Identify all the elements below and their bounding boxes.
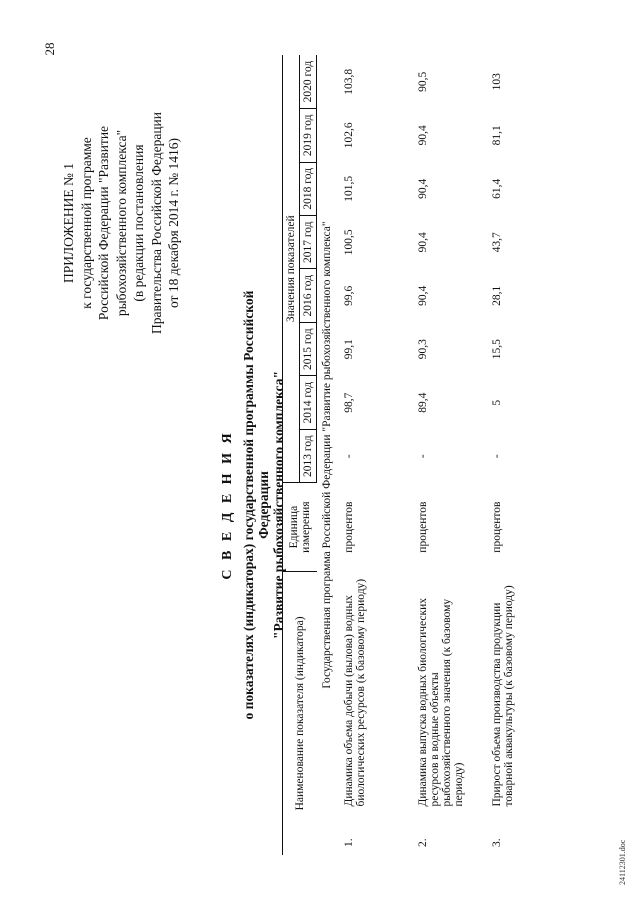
header-year: 2018 год — [300, 162, 317, 215]
indicator-value: 90,5 — [417, 71, 429, 92]
indicator-value: 103 — [491, 73, 503, 91]
header-year: 2013 год — [300, 429, 317, 482]
row-number: 3. — [491, 838, 503, 847]
indicator-value: 5 — [491, 399, 503, 406]
appendix-line: Правительства Российской Федерации — [148, 112, 164, 334]
indicator-value: 28,1 — [491, 285, 503, 306]
indicator-value: 89,4 — [417, 392, 429, 413]
header-year: 2015 год — [300, 322, 317, 375]
indicator-value: 99,6 — [343, 285, 355, 306]
indicator-unit: процентов — [417, 501, 429, 553]
document-subtitle-line: "Развитие рыбохозяйственного комплекса" — [271, 371, 286, 639]
indicator-value: 43,7 — [491, 232, 503, 253]
indicator-value: - — [343, 454, 355, 459]
header-year: 2017 год — [300, 216, 317, 269]
document-subtitle-line: о показателях (индикаторах) государственной программы Российской Федерации — [241, 290, 271, 720]
appendix-line: рыбохозяйственного комплекса" — [113, 129, 129, 317]
appendix-line: к государственной программе — [78, 137, 94, 309]
appendix-line: ПРИЛОЖЕНИЕ № 1 — [61, 162, 76, 284]
page-number: 28 — [42, 42, 57, 56]
indicator-value: 15,5 — [491, 339, 503, 360]
indicator-value: 81,1 — [491, 125, 503, 146]
header-year: 2019 год — [300, 109, 317, 162]
header-year: 2016 год — [300, 269, 317, 322]
header-year: 2020 год — [300, 55, 317, 109]
program-row — [317, 55, 340, 855]
indicator-value: 90,3 — [417, 339, 429, 360]
indicator-value: 90,4 — [417, 125, 429, 146]
document-title-block — [220, 255, 286, 755]
header-indicator-name: Наименование показателя (индикатора) — [283, 571, 317, 855]
indicator-name: Динамика выпуска водных биологических ресурсов в водные объекты рыбохозяйственного значения (к базовому периоду) — [417, 598, 465, 807]
indicator-value: 99,1 — [343, 339, 355, 360]
appendix-line: Российской Федерации "Развитие — [96, 125, 111, 321]
indicator-value: - — [491, 454, 503, 459]
row-number: 1. — [343, 838, 355, 847]
indicator-value: 102,6 — [343, 122, 355, 149]
indicators-table-container — [282, 55, 561, 855]
table-row — [339, 55, 413, 855]
appendix-header — [60, 73, 183, 373]
indicator-value: 90,4 — [417, 178, 429, 199]
indicator-value: 90,4 — [417, 232, 429, 253]
indicator-value: - — [417, 454, 429, 459]
indicator-value: 98,7 — [343, 392, 355, 413]
header-year: 2014 год — [300, 376, 317, 429]
indicator-value: 61,4 — [491, 178, 503, 199]
indicator-name: Динамика объема добычи (вылова) водных биологических ресурсов (к базовому периоду) — [343, 578, 367, 807]
indicator-unit: процентов — [343, 501, 355, 553]
indicator-value: 103,8 — [343, 68, 355, 95]
indicator-name: Прирост объема производства продукции товарной аквакультуры (к базовому периоду) — [491, 585, 515, 807]
indicator-unit: процентов — [491, 501, 503, 553]
indicators-table — [282, 55, 561, 855]
file-identifier: 24112301.doc — [618, 839, 627, 885]
table-row — [487, 55, 561, 855]
header-values-group: Значения показателей — [283, 55, 300, 483]
row-number: 2. — [417, 838, 429, 847]
indicator-value: 101,5 — [343, 175, 355, 202]
appendix-line: от 18 декабря 2014 г. № 1416) — [166, 137, 181, 309]
table-row — [413, 55, 487, 855]
program-title: Государственная программа Российской Федерации "Развитие рыбохозяйственного комплекса" — [321, 221, 333, 689]
header-unit: Единица измерения — [283, 483, 317, 571]
document-title: С В Е Д Е Н И Я — [220, 430, 235, 580]
appendix-line: (в редакции постановления — [131, 144, 146, 302]
indicator-value: 100,5 — [343, 229, 355, 256]
indicator-value: 90,4 — [417, 285, 429, 306]
